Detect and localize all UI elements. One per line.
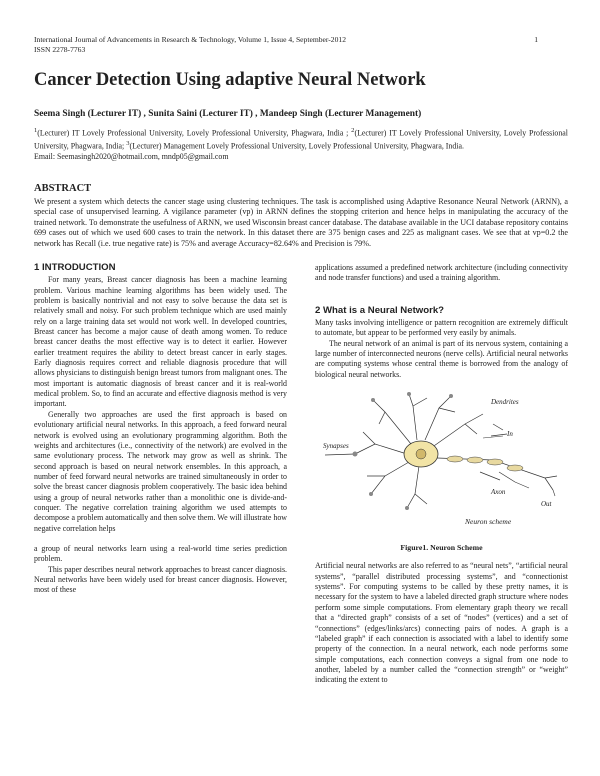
- label-in: In: [507, 430, 513, 439]
- affil-2: (Lecturer) IT Lovely Professional University, Lovely Professional University, Phagwara, India;: [34, 128, 569, 151]
- author-list: Seema Singh (Lecturer IT) , Sunita Saini (Lecturer IT) , Mandeep Singh (Lecturer Management): [34, 109, 422, 119]
- running-header: [34, 35, 346, 55]
- nn-paragraph-2: The neural network of an animal is part of its nervous system, containing a large number of interconnected neurons (nerve cells). Artificial neural networks are computing systems whose central theme is borrowed from the analogy of biological neural networks.: [315, 338, 568, 379]
- affil-sup-3: 3: [126, 140, 130, 148]
- intro-heading: 1 INTRODUCTION: [34, 262, 116, 273]
- neuron-diagram: [315, 384, 568, 539]
- affil-1: (Lecturer) IT Lovely Professional University, Lovely Professional University, Phagwara, India ;: [37, 128, 349, 138]
- nn-paragraph-1: Many tasks involving intelligence or pattern recognition are extremely difficult to automate, but appear to be performed very easily by animals.: [315, 318, 568, 338]
- label-neuron-scheme: Neuron scheme: [465, 517, 512, 527]
- right-paragraph-1: applications assumed a predefined network architecture (including connectivity and node transfer functions) and used a training algorithm.: [315, 263, 568, 283]
- affil-sup-2: 2: [351, 127, 355, 134]
- figure-caption: Figure1. Neuron Scheme: [400, 543, 483, 553]
- intro-paragraph-1: For many years, Breast cancer diagnosis has been a machine learning problem. Various machine learning algorithms has been widely used. The problem is basically nontrivial and not easy to solve because the data set is relatively small and noisy. For such problem technique which are used mainly rely on a large training data set would not work well. In developed countries, Breast cancer has become a major cause of death among women. To reduce breast cancer deaths the most effective way is to detect it earlier. However earlier treatment requires the ability to detect breast cancer in early stages. Early diagnosis requires correct and reliable diagnosis procedure that will allows physicians to distinguish benign breast tumors from malignant ones. The most important is automatic diagnosis of breast cancer and it is real-world medical problem. So, to find an accurate and effective diagnosis method is very important.: [34, 275, 287, 409]
- paper-title: Cancer Detection Using adaptive Neural Network: [34, 70, 426, 90]
- label-out: Out: [541, 500, 552, 509]
- page-number: 1: [534, 35, 538, 44]
- affil-sup-1: 1: [34, 127, 38, 134]
- issn: ISSN 2278-7763: [34, 45, 86, 54]
- journal-line: International Journal of Advancements in Research & Technology, Volume 1, Issue 4, September-2012: [34, 35, 346, 44]
- nn-heading: 2 What is a Neural Network?: [315, 304, 445, 316]
- dendrite-lines: [325, 394, 557, 508]
- cell-body: [404, 441, 438, 467]
- label-dendrites: Dendrites: [491, 398, 519, 407]
- affiliations: [34, 126, 568, 162]
- label-axon: Axon: [491, 488, 506, 497]
- axon-segments: [447, 456, 523, 471]
- left-column: [34, 263, 287, 596]
- intro-paragraph-3: a group of neural networks learn using a real-world time series prediction problem.: [34, 543, 287, 564]
- nn-paragraph-3: Artificial neural networks are also referred to as “neural nets”, “artificial neural systems”, “parallel distributed processing systems”, and “connectionist systems”. For computing systems to be called by these pretty names, it is necessary for the system to have a labeled directed graph structure where nodes perform some simple computations. From elementary graph theory we recall that a “directed graph” consists of a set of “nodes” (vertices) and a set of “connections” (edges/links/arcs) connecting pairs of nodes. A graph is a “labeled graph” if each connection is associated with a label to identify some property of the connection. In a neural network, each node performs some simple computations, each connection conveys a signal from one node to another, labeled by a number called the “connection strength” or “weight” indicating the extent to: [315, 561, 568, 685]
- right-column: [315, 263, 568, 686]
- abstract-heading: ABSTRACT: [34, 183, 92, 194]
- neuron-figure: [315, 384, 568, 539]
- intro-paragraph-2: Generally two approaches are used the first approach is based on evolutionary artificial neural networks. In this approach, a feed forward neural network is evolved using an evolutionary programming algorithm. Both the weights and architectures (i.e., connectivity of the network) are evolved in the same evolutionary process. The network may grow as well as shrink. The second approach is based on neural network ensembles. In this approach, a number of feed forward neural networks are trained simultaneously in order to solve the breast cancer diagnosis problem cooperatively. The basic idea behind using a group of neural networks rather than a monolithic one is divide-and-conquer. The negative correlation training algorithm we used attempts to decompose a problem automatically and then solve them. We will illustrate how negative correlation helps: [34, 409, 287, 533]
- label-synapses: Synapses: [323, 442, 349, 451]
- abstract-text: We present a system which detects the cancer stage using clustering techniques. The task is accomplished using Adaptive Resonance Neural Network (ARNN), a special case of unsupervised learning. A vigilance parameter (vp) in ARNN defines the stopping criterion and hence helps in manipulating the accuracy of the trained network. To demonstrate the usefulness of ARNN, we used Wisconsin breast cancer database. The database available in the UCI database repository contains 699 cases out of which we used 600 cases to train the network. In this dataset there are 375 benign cases and 225 as malignant cases. We see that at vp=0.2 the network has Recall (i.e. true negative rate) is 75% and average Accuracy=82.64% and Precision is 79%.: [34, 197, 568, 248]
- email-line: Email: Seemasingh2020@hotmail.com, mndp05@gmail.com: [34, 152, 229, 162]
- intro-paragraph-4: This paper describes neural network approaches to breast cancer diagnosis. Neural networks have been widely used for breast cancer diagnosis. However, most of these: [34, 564, 287, 595]
- affil-3: (Lecturer) Management Lovely Professional University, Lovely Professional University, Phagwara, India.: [129, 141, 464, 151]
